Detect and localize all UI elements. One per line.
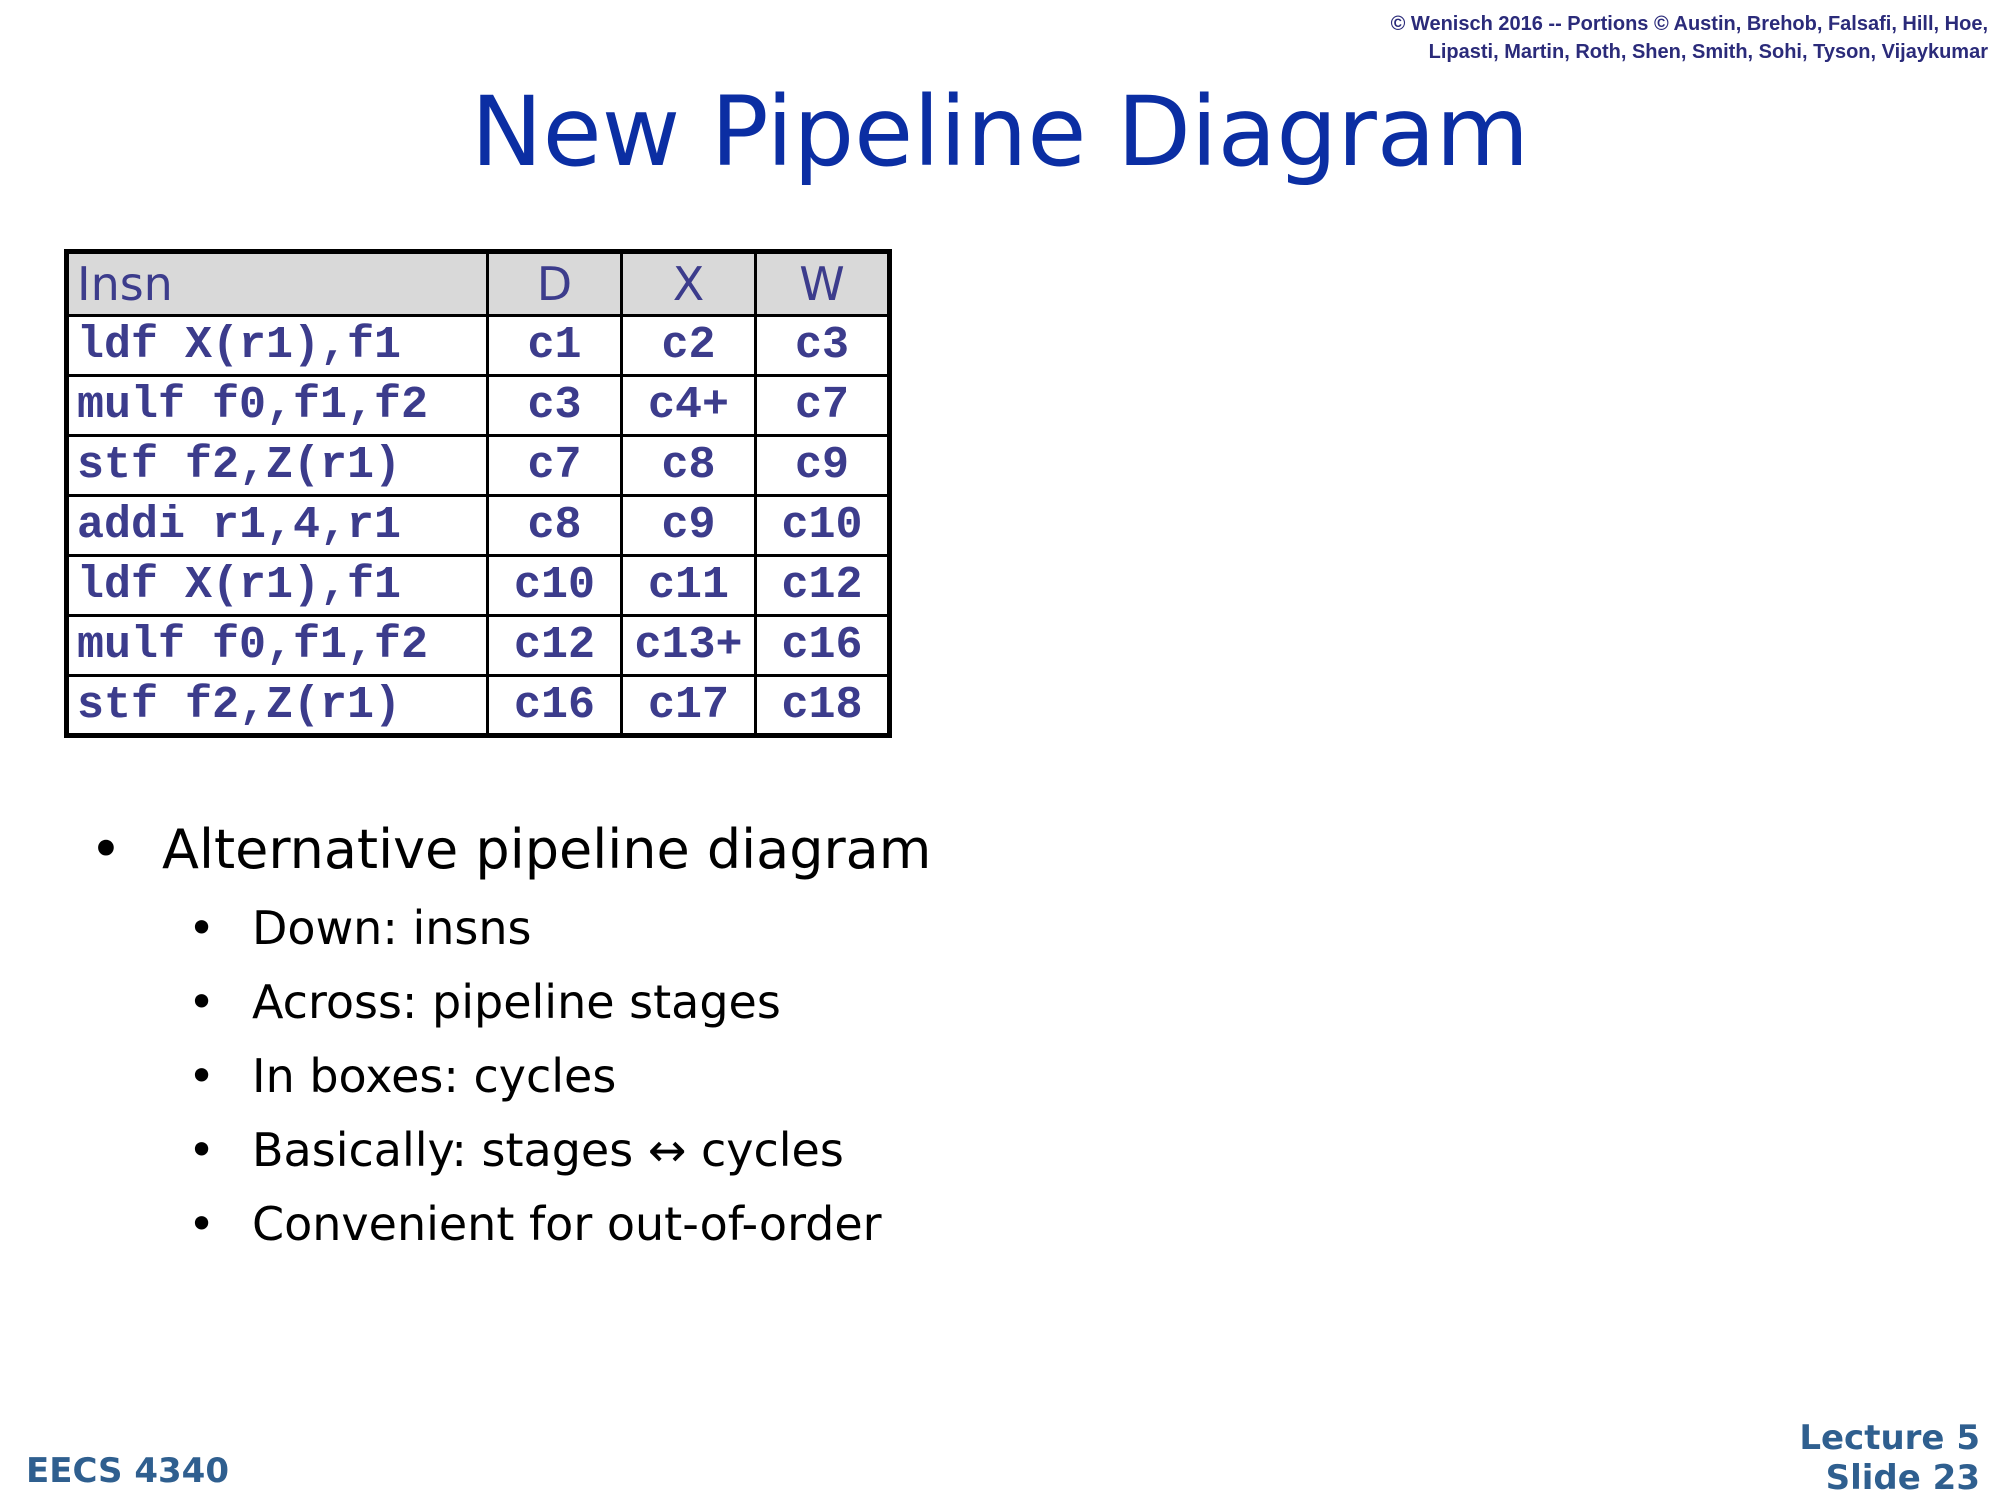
bullet-marker: • [188, 1197, 216, 1251]
insn-cell: stf f2,Z(r1) [67, 676, 488, 736]
pipeline-table [64, 249, 892, 738]
bullet-marker: • [188, 901, 216, 955]
table-row [67, 316, 890, 376]
table-row [67, 376, 890, 436]
writeback-cycle-cell: c3 [756, 316, 890, 376]
sub-bullet [90, 1113, 1290, 1187]
writeback-cycle-cell: c10 [756, 496, 890, 556]
decode-cycle-cell: c1 [488, 316, 622, 376]
decode-cycle-cell: c3 [488, 376, 622, 436]
table-header-row [67, 252, 890, 316]
insn-cell: ldf X(r1),f1 [67, 556, 488, 616]
header-insn: Insn [67, 252, 488, 316]
table-row [67, 676, 890, 736]
sub-bullet-text: Basically: stages ↔ cycles [252, 1123, 844, 1177]
execute-cycle-cell: c8 [622, 436, 756, 496]
sub-bullet-text: In boxes: cycles [252, 1049, 617, 1103]
sub-bullet-text: Across: pipeline stages [252, 975, 781, 1029]
writeback-cycle-cell: c12 [756, 556, 890, 616]
insn-cell: stf f2,Z(r1) [67, 436, 488, 496]
execute-cycle-cell: c2 [622, 316, 756, 376]
bullet-marker: • [188, 1049, 216, 1103]
lecture-label: Lecture 5 [1799, 1418, 1980, 1458]
table-row [67, 556, 890, 616]
writeback-cycle-cell: c7 [756, 376, 890, 436]
writeback-cycle-cell: c9 [756, 436, 890, 496]
bullet-list [90, 815, 1290, 1261]
sub-bullet-text: Down: insns [252, 901, 532, 955]
copyright-line-1: © Wenisch 2016 -- Portions © Austin, Brehob, Falsafi, Hill, Hoe, [1390, 13, 1988, 35]
execute-cycle-cell: c4+ [622, 376, 756, 436]
decode-cycle-cell: c10 [488, 556, 622, 616]
writeback-cycle-cell: c18 [756, 676, 890, 736]
slide-title: New Pipeline Diagram [470, 76, 1530, 188]
insn-cell: mulf f0,f1,f2 [67, 616, 488, 676]
bullet-marker: • [188, 975, 216, 1029]
sub-bullet [90, 1039, 1290, 1113]
execute-cycle-cell: c13+ [622, 616, 756, 676]
decode-cycle-cell: c7 [488, 436, 622, 496]
bullet-marker: • [188, 1123, 216, 1177]
sub-bullet [90, 1187, 1290, 1261]
execute-cycle-cell: c11 [622, 556, 756, 616]
bullet-main [90, 815, 1290, 885]
execute-cycle-cell: c9 [622, 496, 756, 556]
table-row [67, 496, 890, 556]
writeback-cycle-cell: c16 [756, 616, 890, 676]
copyright-notice [1088, 10, 1988, 66]
slide-label: Slide 23 [1825, 1458, 1980, 1498]
insn-cell: mulf f0,f1,f2 [67, 376, 488, 436]
insn-cell: addi r1,4,r1 [67, 496, 488, 556]
sub-bullet [90, 891, 1290, 965]
header-execute: X [622, 252, 756, 316]
insn-cell: ldf X(r1),f1 [67, 316, 488, 376]
table-row [67, 436, 890, 496]
slide-number-block [1799, 1418, 1980, 1498]
table-row [67, 616, 890, 676]
sub-bullet [90, 965, 1290, 1039]
header-writeback: W [756, 252, 890, 316]
decode-cycle-cell: c8 [488, 496, 622, 556]
bullet-marker: • [90, 818, 122, 881]
execute-cycle-cell: c17 [622, 676, 756, 736]
bullet-main-text: Alternative pipeline diagram [162, 818, 932, 881]
course-label: EECS 4340 [26, 1451, 229, 1491]
decode-cycle-cell: c16 [488, 676, 622, 736]
header-decode: D [488, 252, 622, 316]
sub-bullet-text: Convenient for out-of-order [252, 1197, 882, 1251]
decode-cycle-cell: c12 [488, 616, 622, 676]
copyright-line-2: Lipasti, Martin, Roth, Shen, Smith, Sohi, Tyson, Vijaykumar [1428, 41, 1988, 63]
